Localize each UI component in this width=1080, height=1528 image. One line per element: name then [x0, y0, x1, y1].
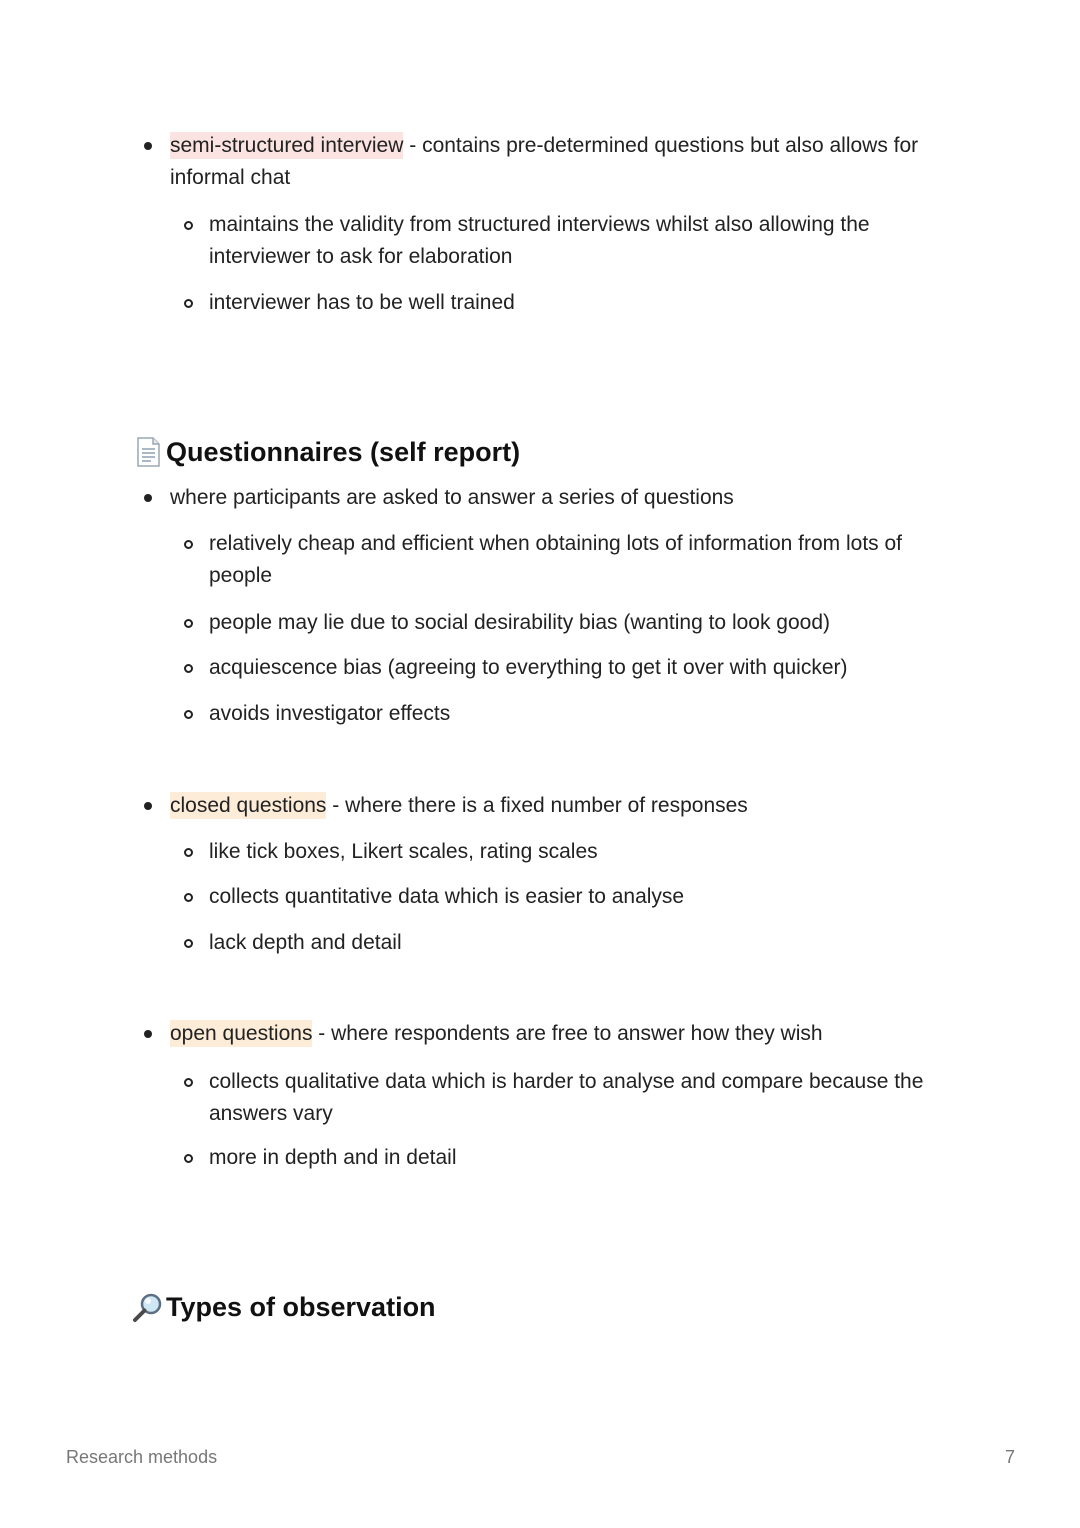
bullet-dot: [144, 1030, 152, 1038]
sub-list-item: acquiescence bias (agreeing to everything to get it over with quicker): [180, 652, 940, 684]
bullet-circle: [184, 1154, 193, 1163]
document-icon: [132, 436, 164, 468]
bullet-circle: [184, 540, 193, 549]
bullet-circle: [184, 710, 193, 719]
term-definition: - contains pre-determined questions but also allows for informal chat: [170, 134, 919, 189]
heading-text: Questionnaires (self report): [166, 436, 521, 467]
magnifying-glass-icon: [132, 1291, 164, 1323]
bullet-circle: [184, 848, 193, 857]
bullet-dot: [144, 494, 152, 502]
bullet-dot: [144, 802, 152, 810]
highlighted-term: closed questions: [170, 794, 327, 817]
bullet-circle: [184, 1078, 193, 1087]
bullet-circle: [184, 221, 193, 230]
bullet-circle: [184, 939, 193, 948]
list-item-questionnaire-intro: where participants are asked to answer a series of questions: [140, 482, 960, 514]
sub-list-item: relatively cheap and efficient when obtaining lots of information from lots of people: [180, 528, 940, 592]
bullet-circle: [184, 299, 193, 308]
sub-list-item: like tick boxes, Likert scales, rating scales: [180, 836, 940, 868]
sub-list-item: collects quantitative data which is easier to analyse: [180, 881, 940, 913]
footer-title: Research methods: [66, 1447, 218, 1467]
list-item-semi-structured: [140, 130, 960, 194]
sub-list-item: maintains the validity from structured interviews whilst also allowing the interviewer to ask for elaboration: [180, 209, 940, 273]
bullet-dot: [144, 142, 152, 150]
list-item-open-questions: [140, 1018, 960, 1050]
term-definition: - where respondents are free to answer how they wish: [312, 1022, 823, 1045]
sub-list-item: avoids investigator effects: [180, 698, 940, 730]
bullet-circle: [184, 893, 193, 902]
highlighted-term: open questions: [170, 1022, 313, 1045]
term-definition: - where there is a fixed number of responses: [326, 794, 748, 817]
list-item-closed-questions: [140, 790, 960, 822]
sub-list-item: interviewer has to be well trained: [180, 287, 940, 319]
bullet-circle: [184, 619, 193, 628]
section-heading-observation: [132, 1291, 436, 1323]
bullet-circle: [184, 664, 193, 673]
sub-list-item: lack depth and detail: [180, 927, 940, 959]
sub-list-item: people may lie due to social desirability bias (wanting to look good): [180, 607, 940, 639]
page-number: 7: [1004, 1447, 1015, 1467]
highlighted-term: semi-structured interview: [170, 134, 404, 157]
heading-text: Types of observation: [166, 1291, 436, 1322]
section-heading-questionnaires: [132, 436, 520, 468]
sub-list-item: collects qualitative data which is harder to analyse and compare because the answers vary: [180, 1066, 940, 1130]
sub-list-item: more in depth and in detail: [180, 1142, 940, 1174]
